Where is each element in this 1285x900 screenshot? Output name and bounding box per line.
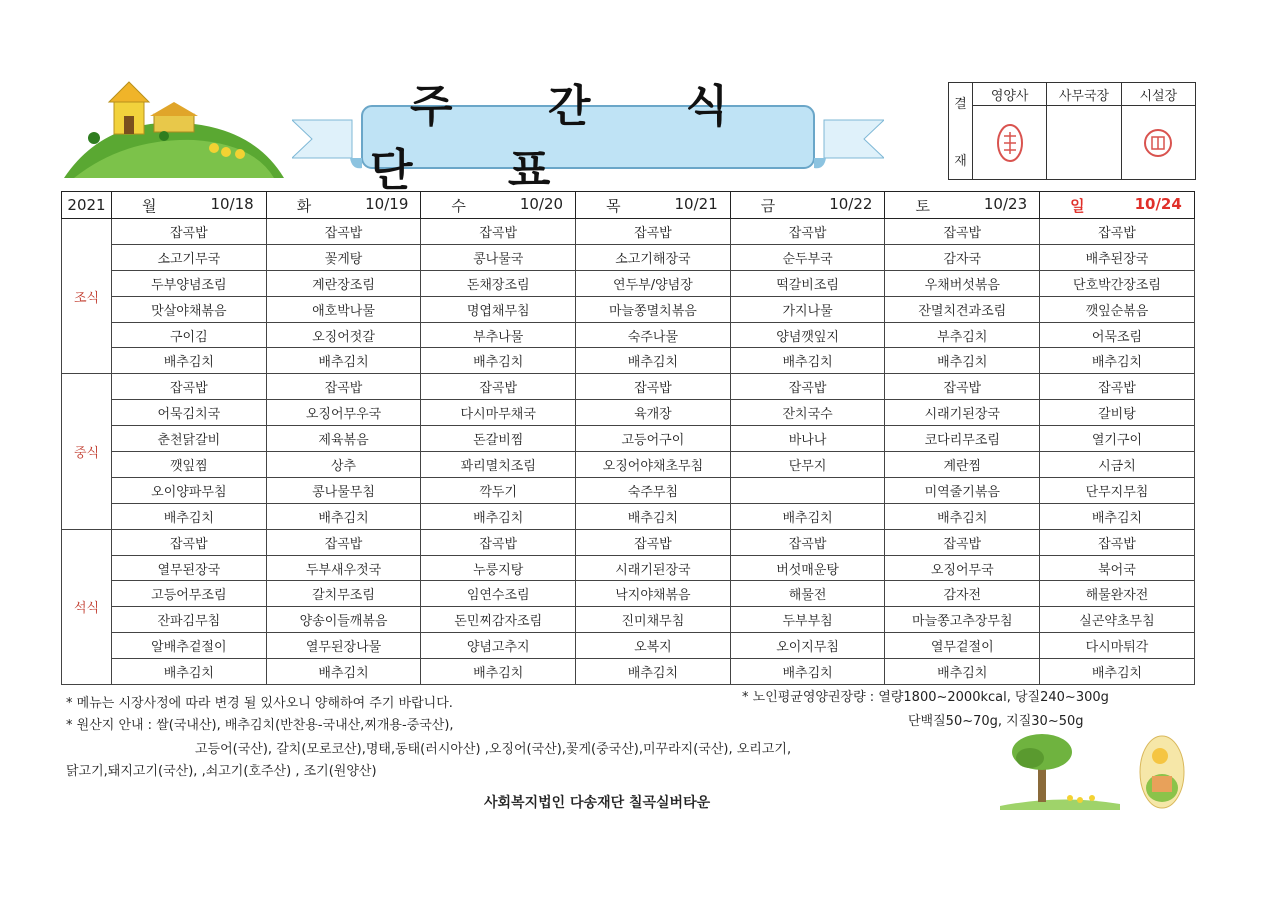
day-name: 금 [760,196,776,215]
day-name: 일 [1070,196,1085,215]
menu-item: 숙주나물 [576,322,731,348]
day-header [266,192,421,219]
menu-row [62,426,1195,452]
menu-item: 잡곡밥 [421,529,576,555]
menu-item: 잡곡밥 [266,219,421,245]
menu-item: 배추김치 [730,659,885,685]
day-header-content [1040,195,1194,216]
menu-row [62,529,1195,555]
day-name: 수 [451,196,466,215]
menu-item: 어묵김치국 [112,400,267,426]
day-header [112,192,267,219]
approval-col-nutritionist [973,83,1047,179]
day-header-content [885,195,1039,216]
menu-item: 배추된장국 [1040,244,1195,270]
day-header-content [576,195,730,216]
menu-row [62,374,1195,400]
menu-item: 배추김치 [576,503,731,529]
menu-item: 맛살야채볶음 [112,296,267,322]
menu-item: 열무된장국 [112,555,267,581]
menu-item: 열무된장나물 [266,633,421,659]
menu-item: 오복지 [576,633,731,659]
menu-item: 배추김치 [112,348,267,374]
seal-stamp-icon [1143,122,1173,164]
menu-item: 계란장조림 [266,270,421,296]
menu-row [62,581,1195,607]
tree-garden-illustration [1000,728,1190,810]
menu-item [730,477,885,503]
menu-item: 실곤약초무침 [1040,607,1195,633]
note-origin-cont2: 닭고기,돼지고기(국산), ,쇠고기(호주산) , 조기(원양산) [66,764,377,779]
day-name: 월 [142,196,157,215]
day-header-content [112,195,266,216]
nutrition-guideline: * 노인평균영양권장량 : 열량1800~2000kcal, 당질240~300g [742,690,1109,705]
menu-item: 다시마튀각 [1040,633,1195,659]
menu-row [62,607,1195,633]
menu-item: 소고기무국 [112,244,267,270]
menu-item: 오이양파무침 [112,477,267,503]
menu-item: 깻잎찜 [112,452,267,478]
menu-item: 해물완자전 [1040,581,1195,607]
menu-row [62,633,1195,659]
approval-side-label [949,83,973,179]
menu-item: 콩나물무침 [266,477,421,503]
menu-item: 미역줄기볶음 [885,477,1040,503]
approval-role: 사무국장 [1047,83,1120,106]
menu-item: 명엽채무침 [421,296,576,322]
menu-item: 잡곡밥 [421,219,576,245]
weekly-menu-table [61,191,1195,685]
menu-item: 잡곡밥 [730,374,885,400]
day-name: 토 [915,196,930,215]
menu-item: 잔파김무침 [112,607,267,633]
day-date: 10/18 [210,194,254,213]
menu-item: 깻잎순볶음 [1040,296,1195,322]
menu-item: 배추김치 [112,659,267,685]
menu-item: 가지나물 [730,296,885,322]
menu-item: 해물전 [730,581,885,607]
approval-box [948,82,1196,180]
menu-item: 배추김치 [730,503,885,529]
day-date: 10/22 [829,194,873,213]
menu-item: 우채버섯볶음 [885,270,1040,296]
menu-item: 열기구이 [1040,426,1195,452]
menu-item: 진미채무침 [576,607,731,633]
menu-item: 연두부/양념장 [576,270,731,296]
menu-row [62,296,1195,322]
seal-stamp-icon [995,122,1025,164]
menu-item: 시래기된장국 [576,555,731,581]
menu-item: 북어국 [1040,555,1195,581]
menu-item: 어묵조림 [1040,322,1195,348]
menu-item: 임연수조림 [421,581,576,607]
menu-item: 배추김치 [576,659,731,685]
menu-item: 배추김치 [266,348,421,374]
menu-item: 잡곡밥 [112,219,267,245]
menu-item: 잡곡밥 [1040,374,1195,400]
approval-role: 시설장 [1122,83,1195,106]
menu-row [62,244,1195,270]
menu-item: 시금치 [1040,452,1195,478]
meal-label: 석식 [62,529,112,684]
menu-item: 배추김치 [1040,659,1195,685]
approval-col-head [1122,83,1195,179]
note-menu-change: * 메뉴는 시장사정에 따라 변경 될 있사오니 양해하여 주기 바랍니다. [66,696,453,711]
menu-item: 마늘쫑멸치볶음 [576,296,731,322]
menu-item: 양념깻잎지 [730,322,885,348]
menu-row [62,452,1195,478]
meal-label: 조식 [62,219,112,374]
menu-item: 양념고추지 [421,633,576,659]
menu-row [62,322,1195,348]
day-header [1040,192,1195,219]
day-header-content [267,195,421,216]
day-name: 목 [606,196,621,215]
menu-item: 배추김치 [266,503,421,529]
menu-item: 단무지무침 [1040,477,1195,503]
day-header-content [731,195,885,216]
menu-item: 갈비탕 [1040,400,1195,426]
menu-item: 단호박간장조림 [1040,270,1195,296]
menu-item: 배추김치 [885,659,1040,685]
menu-item: 오징어무우국 [266,400,421,426]
note-origin: * 원산지 안내 : 쌀(국내산), 배추김치(반찬용-국내산,찌개용-중국산), [66,718,454,733]
year-cell: 2021 [62,192,112,219]
menu-item: 잔멸치견과조림 [885,296,1040,322]
menu-item: 숙주무침 [576,477,731,503]
menu-item: 양송이들깨볶음 [266,607,421,633]
menu-item: 두부양념조림 [112,270,267,296]
day-header [885,192,1040,219]
menu-item: 깍두기 [421,477,576,503]
note-origin-cont: 고등어(국산), 갈치(모로코산),명태,동태(러시아산) ,오징어(국산),꽃게(중국산),미꾸라지(국산), 오리고기, [195,742,792,757]
menu-item: 잡곡밥 [421,374,576,400]
menu-item: 오이지무침 [730,633,885,659]
menu-item: 잡곡밥 [576,374,731,400]
menu-item: 제육볶음 [266,426,421,452]
menu-row [62,400,1195,426]
menu-item: 꽃게탕 [266,244,421,270]
menu-item: 오징어야채초무침 [576,452,731,478]
menu-item: 시래기된장국 [885,400,1040,426]
menu-item: 잡곡밥 [1040,529,1195,555]
menu-item: 잡곡밥 [885,219,1040,245]
page-title: 주 간 식 단 표 [370,81,769,196]
menu-row [62,659,1195,685]
menu-item: 배추김치 [885,348,1040,374]
menu-item: 두부새우젓국 [266,555,421,581]
menu-item: 춘천닭갈비 [112,426,267,452]
day-header [576,192,731,219]
menu-item: 꽈리멸치조림 [421,452,576,478]
menu-row [62,477,1195,503]
day-header [421,192,576,219]
menu-item: 돈민찌감자조림 [421,607,576,633]
menu-item: 버섯매운탕 [730,555,885,581]
menu-item: 잡곡밥 [1040,219,1195,245]
menu-item: 알배추겉절이 [112,633,267,659]
day-date: 10/24 [1134,194,1182,213]
menu-item: 배추김치 [730,348,885,374]
meal-label: 중식 [62,374,112,529]
menu-item: 잡곡밥 [576,219,731,245]
menu-item: 다시마무채국 [421,400,576,426]
menu-item: 두부부침 [730,607,885,633]
menu-row [62,555,1195,581]
menu-item: 돈갈비찜 [421,426,576,452]
menu-item: 부추김치 [885,322,1040,348]
day-date: 10/20 [519,194,564,213]
menu-item: 잡곡밥 [112,529,267,555]
menu-row [62,270,1195,296]
menu-item: 오징어젓갈 [266,322,421,348]
menu-item: 배추김치 [112,503,267,529]
day-date: 10/23 [983,194,1028,213]
menu-item: 잔치국수 [730,400,885,426]
day-date: 10/19 [365,194,409,213]
menu-item: 잡곡밥 [266,529,421,555]
menu-item: 배추김치 [1040,503,1195,529]
menu-item: 떡갈비조림 [730,270,885,296]
menu-item: 열무겉절이 [885,633,1040,659]
menu-item: 콩나물국 [421,244,576,270]
day-header-content [421,195,575,216]
menu-item: 계란찜 [885,452,1040,478]
organization-name: 사회복지법인 다송재단 칠곡실버타운 [484,795,711,811]
menu-item: 단무지 [730,452,885,478]
day-name: 화 [296,196,312,215]
menu-item: 배추김치 [576,348,731,374]
menu-item: 마늘쫑고추장무침 [885,607,1040,633]
menu-item: 순두부국 [730,244,885,270]
menu-item: 잡곡밥 [885,529,1040,555]
menu-item: 배추김치 [421,348,576,374]
menu-item: 배추김치 [421,659,576,685]
menu-item: 구이김 [112,322,267,348]
menu-item: 바나나 [730,426,885,452]
menu-row [62,503,1195,529]
menu-item: 소고기해장국 [576,244,731,270]
approval-role: 영양사 [973,83,1046,106]
menu-item: 육개장 [576,400,731,426]
menu-item: 잡곡밥 [576,529,731,555]
menu-item: 갈치무조림 [266,581,421,607]
menu-item: 잡곡밥 [730,529,885,555]
menu-item: 배추김치 [885,503,1040,529]
menu-item: 부추나물 [421,322,576,348]
menu-item: 고등어구이 [576,426,731,452]
menu-item: 고등어무조림 [112,581,267,607]
approval-side-bottom: 재 [954,154,967,169]
menu-row [62,348,1195,374]
menu-item: 감자전 [885,581,1040,607]
menu-item: 배추김치 [1040,348,1195,374]
menu-item: 잡곡밥 [112,374,267,400]
nutrition-guideline-cont: 단백질50~70g, 지질30~50g [908,714,1084,729]
menu-item: 감자국 [885,244,1040,270]
menu-item: 잡곡밥 [885,374,1040,400]
menu-row [62,219,1195,245]
menu-item: 잡곡밥 [730,219,885,245]
menu-item: 코다리무조림 [885,426,1040,452]
day-header [730,192,885,219]
approval-side-top: 결 [954,97,967,112]
menu-item: 배추김치 [421,503,576,529]
menu-item: 오징어무국 [885,555,1040,581]
day-date: 10/21 [674,194,718,213]
menu-item: 돈채장조림 [421,270,576,296]
house-hill-illustration [64,78,284,178]
header-row [62,192,1195,219]
menu-item: 누룽지탕 [421,555,576,581]
menu-item: 잡곡밥 [266,374,421,400]
menu-item: 배추김치 [266,659,421,685]
menu-item: 애호박나물 [266,296,421,322]
menu-item: 상추 [266,452,421,478]
menu-item: 낙지야채볶음 [576,581,731,607]
approval-col-director [1047,83,1121,179]
